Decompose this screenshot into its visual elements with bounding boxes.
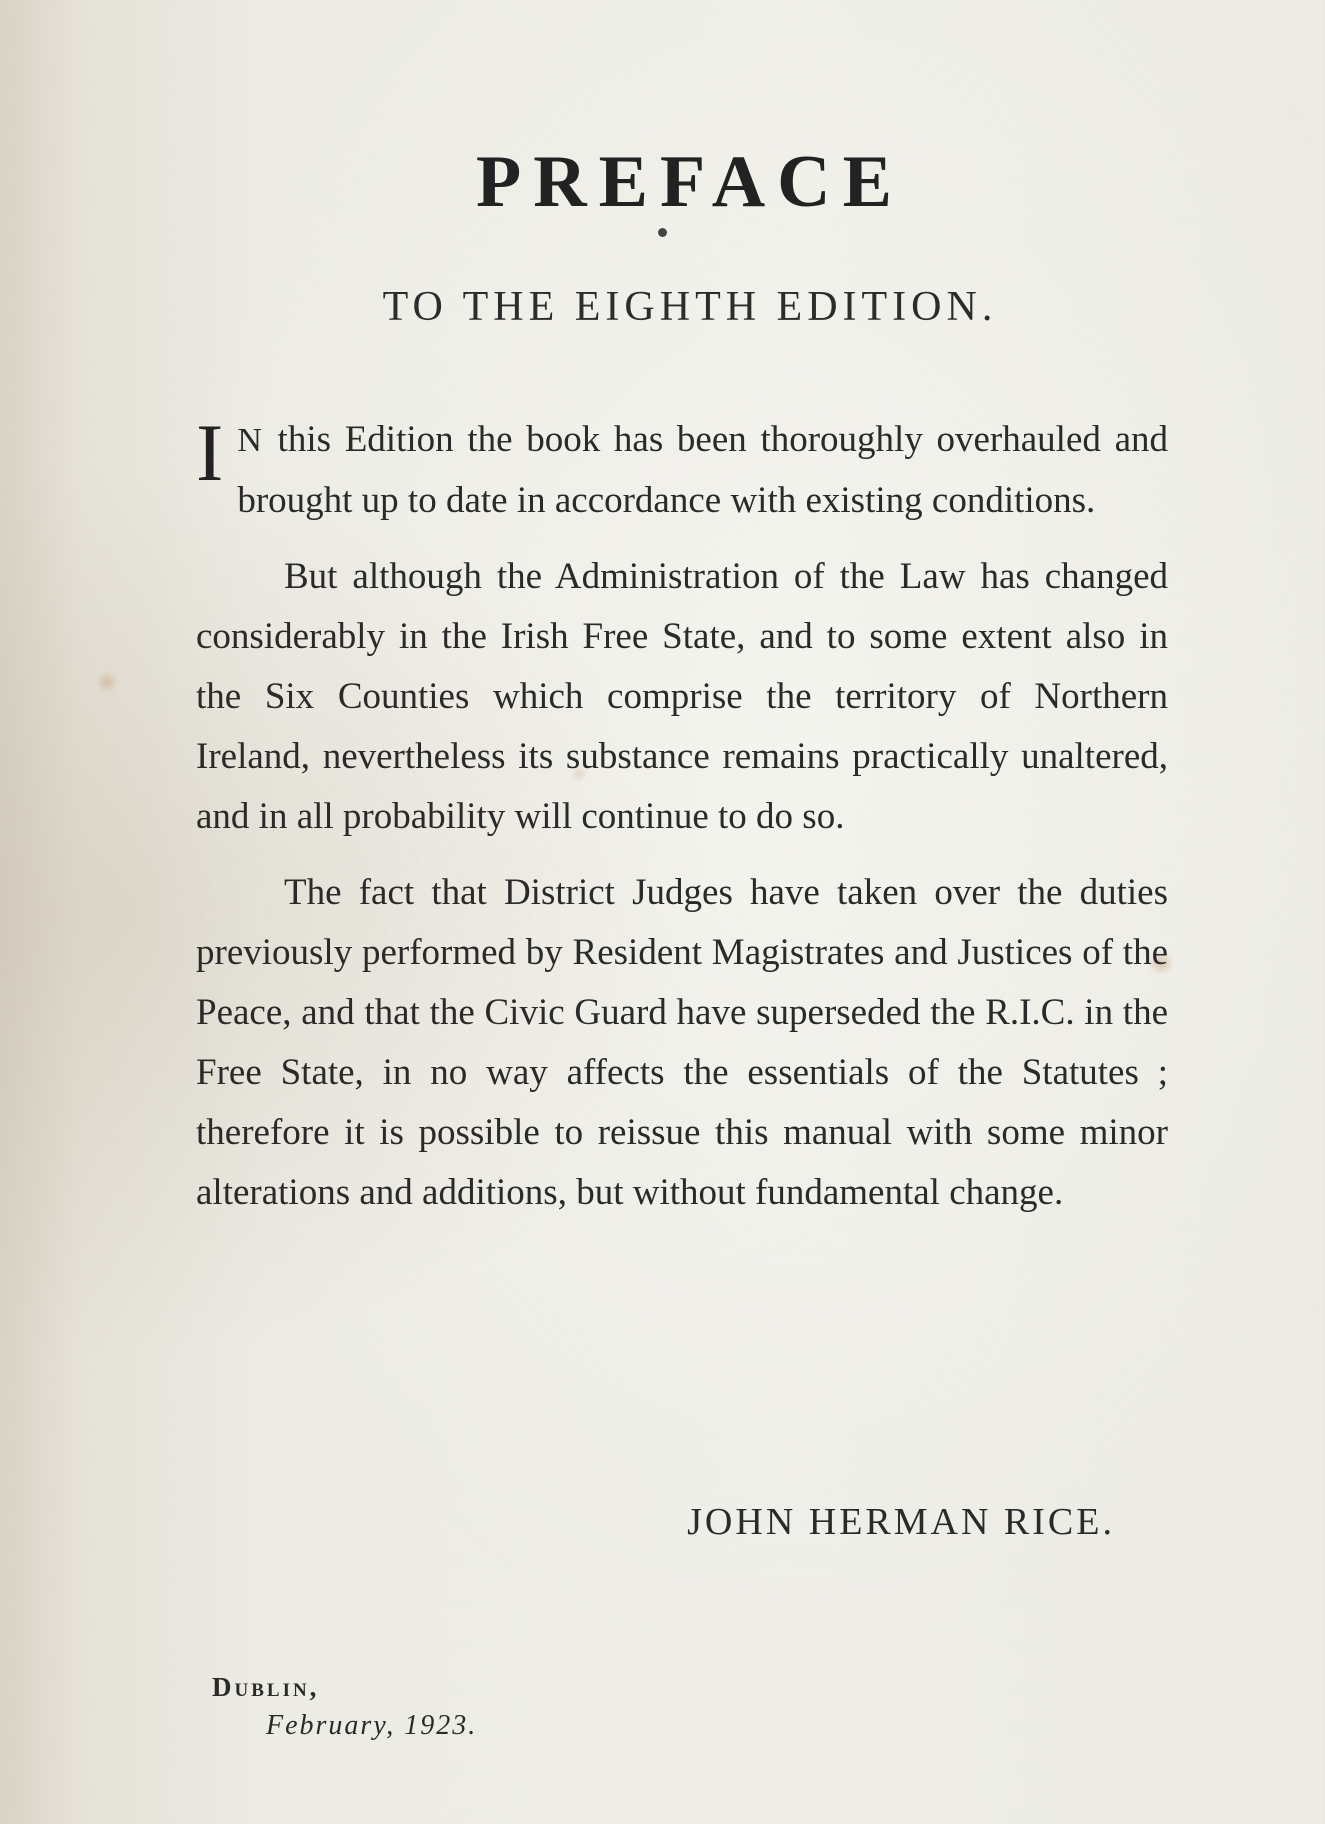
preface-body xyxy=(196,407,1168,1239)
paragraph-1 xyxy=(196,407,1168,531)
paragraph-1-text: this Edition the book has been thoroughly overhauled and brought up to date in accordance with existing conditions. xyxy=(237,419,1168,521)
paper-stain xyxy=(100,675,114,689)
date-line: February, 1923. xyxy=(266,1710,478,1741)
drop-cap-continuation: N xyxy=(237,422,264,459)
ornament-dot xyxy=(658,228,667,237)
page-title: PREFACE xyxy=(476,141,904,223)
paragraph-2: But although the Administration of the Law has changed considerably in the Irish Free State, and to some extent also in the Six Counties which comprise the territory of Northern Ireland, nevertheless its substance remains practically unaltered, and in all probability will continue to do so. xyxy=(196,556,1168,837)
place-line: Dublin, xyxy=(212,1672,320,1702)
paragraph-3: The fact that District Judges have taken over the duties previously performed by Resident Magistrates and Justices of the Peace, and that the Civic Guard have superseded the R.I.C. in the Free State, in no way affects the essentials of the Statutes ; therefore it is possible to reissue this manual with some minor alterations and additions, but without fundamental change. xyxy=(196,872,1168,1213)
drop-cap: I xyxy=(196,407,224,498)
author-signature: JOHN HERMAN RICE. xyxy=(687,1501,1115,1543)
page-subtitle: TO THE EIGHTH EDITION. xyxy=(382,284,998,330)
